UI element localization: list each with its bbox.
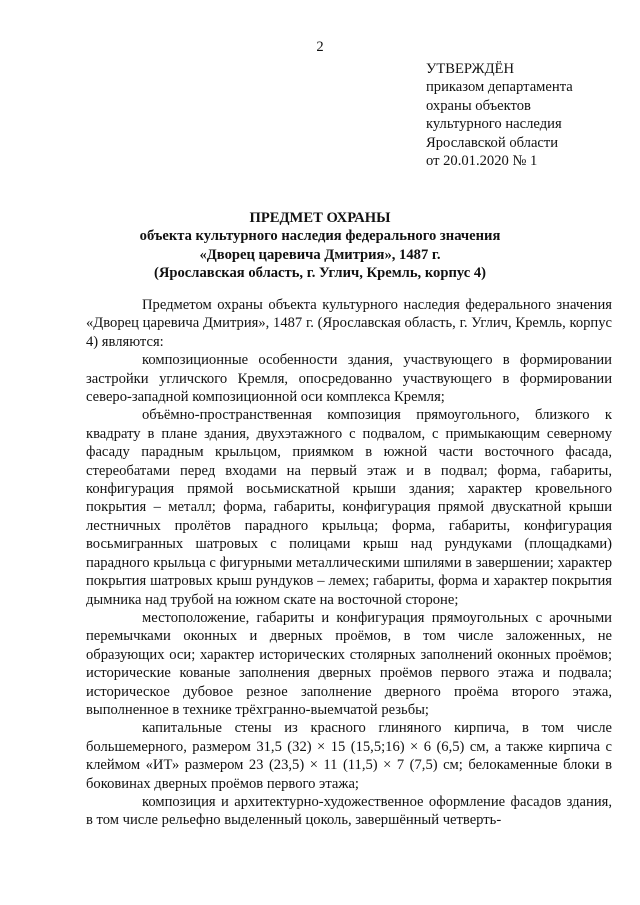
- approval-stamp: [426, 60, 626, 170]
- document-body: [86, 296, 612, 830]
- approval-line: охраны объектов: [426, 97, 531, 114]
- title-line: «Дворец царевича Дмитрия», 1487 г.: [199, 246, 441, 263]
- title-line: ПРЕДМЕТ ОХРАНЫ: [249, 210, 391, 226]
- document-title: [0, 209, 640, 283]
- approval-line: Ярославской области: [426, 134, 559, 151]
- body-paragraph: композиция и архитектурно-художественное оформление фасадов здания, в том числе рельефно выделенный цоколь, завершённый четверть-: [86, 793, 612, 829]
- body-paragraph: местоположение, габариты и конфигурация прямоугольных с арочными перемычками оконных и дверных проёмов, в том числе заложенных, не образующих оси; характер исторических столярных заполнений оконных проёмов; исторические кованые заполнения дверных проёмов первого этажа и подвала; историческое дубовое резное заполнение дверного проёма второго этажа, выполненное в технике трёхгранно-выемчатой резьбы;: [86, 609, 612, 718]
- title-line: объекта культурного наследия федерального значения: [139, 228, 501, 245]
- approval-line: культурного наследия: [426, 116, 562, 133]
- title-line: (Ярославская область, г. Углич, Кремль, корпус 4): [154, 265, 486, 282]
- page-number: 2: [316, 39, 324, 55]
- body-paragraph: Предметом охраны объекта культурного наследия федерального значения «Дворец царевича Дмитрия», 1487 г. (Ярославская область, г. Углич, Кремль, корпус 4) являются:: [86, 297, 612, 350]
- approval-line: от 20.01.2020 № 1: [426, 153, 538, 170]
- approval-line: приказом департамента: [426, 79, 573, 96]
- body-paragraph: капитальные стены из красного глиняного кирпича, в том числе большемерного, размером 31,5 (32) × 15 (15,5;16) × 6 (6,5) см, а также кирпича с клеймом «ИТ» размером 23 (23,5) × 11 (11,5) × 7 (7,5) см; белокаменные блоки в боковинах дверных проёмов первого этажа;: [86, 720, 612, 792]
- body-paragraph: объёмно-пространственная композиция прямоугольного, близкого к квадрату в плане здания, двухэтажного с подвалом, с примыкающим северному фасаду парадным крыльцом, приямком в южной части восточного фасада, стереобатами перед входами на первый этаж и в подвал; форма, габариты, конфигурация прямой восьмискатной крыши здания; характер кровельного покрытия – металл; форма, габариты, конфигурация прямой двускатной крыши лестничных пролётов парадного крыльца; форма, габариты, конфигурация восьмигранных шатровых с полицами крыш над рундуками (площадками) парадного крыльца с фигурными металлическими шпилями в завершении; характер покрытия шатровых крыш рундуков – лемех; габариты, форма и характер покрытия дымника над трубой на южном скате на восточной стороне;: [86, 407, 612, 608]
- body-paragraph: композиционные особенности здания, участвующего в формировании застройки угличского Кремля, опосредованно участвующего в формировании северо-западной композиционной оси комплекса Кремля;: [86, 352, 612, 406]
- approval-line: УТВЕРЖДЁН: [426, 61, 514, 77]
